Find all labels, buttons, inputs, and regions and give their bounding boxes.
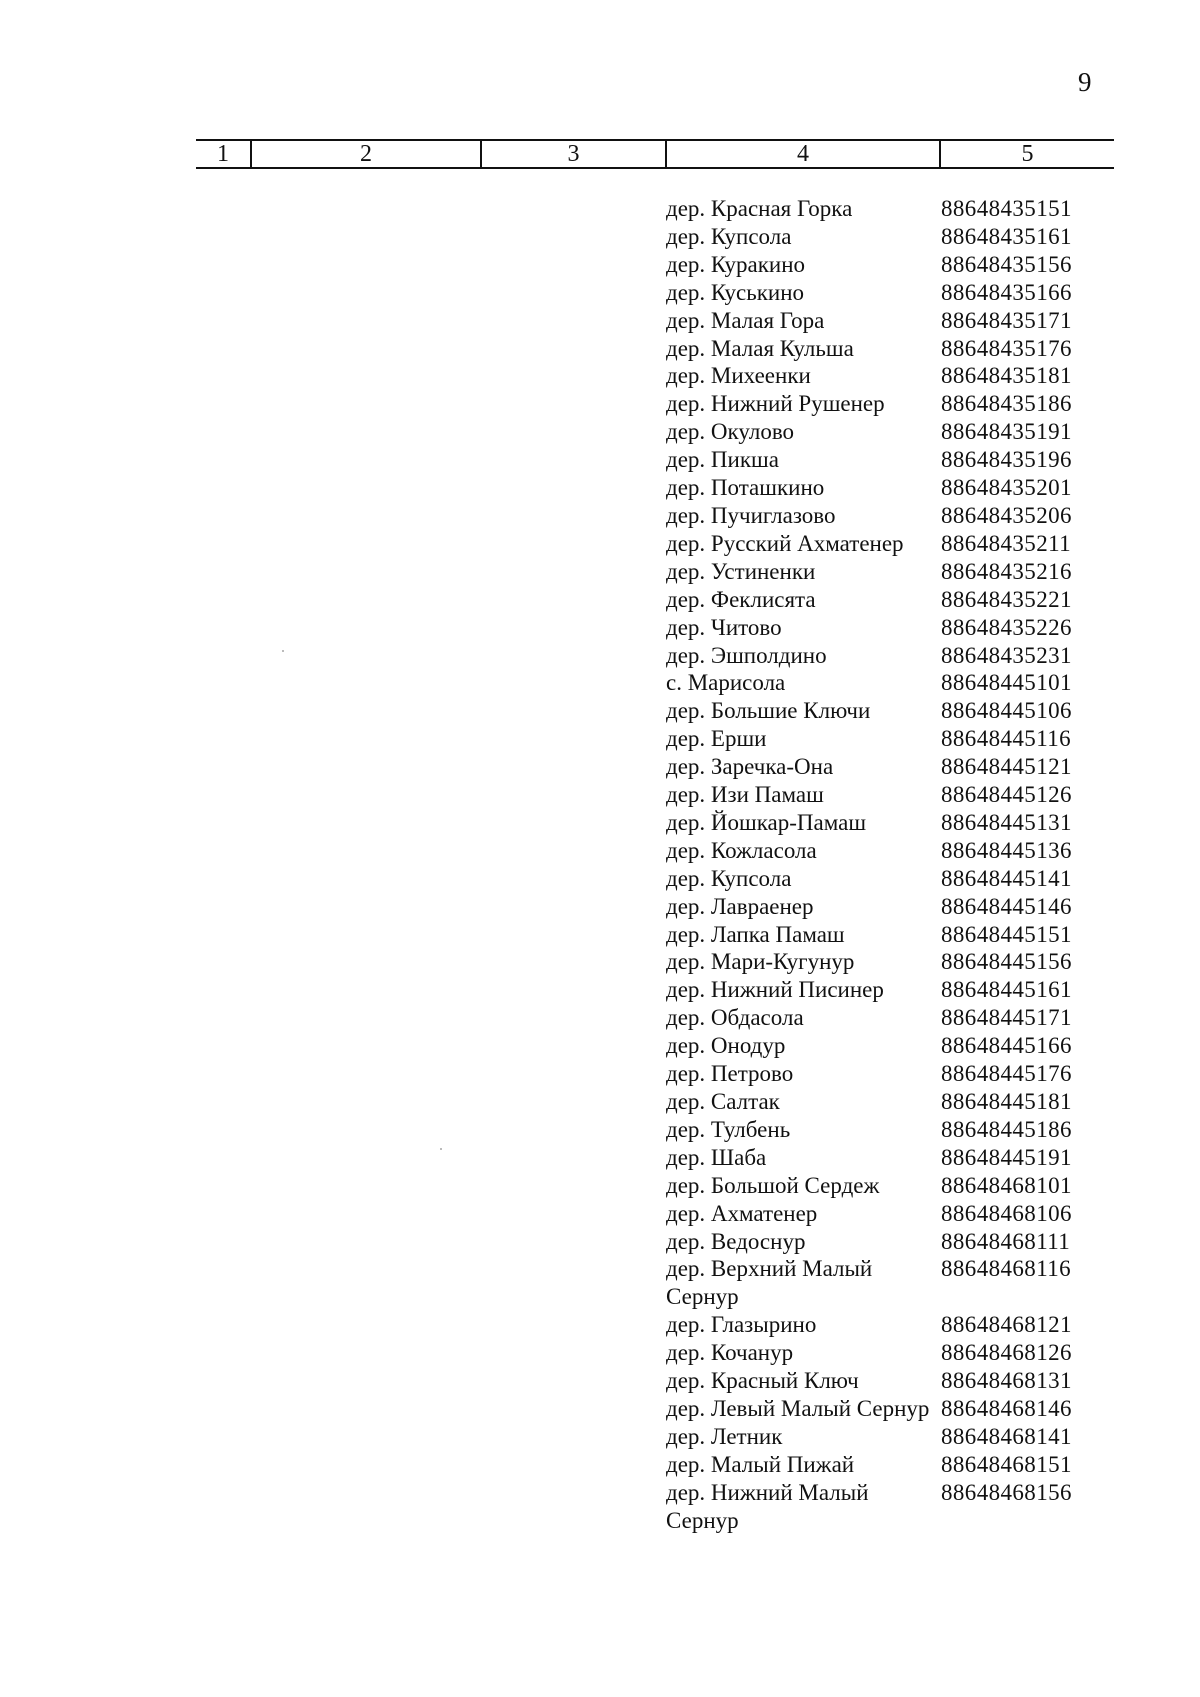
settlement-name: дер. Феклисята	[666, 586, 816, 612]
settlement-code: 88648445156	[941, 949, 1072, 975]
settlement-code: 88648468121	[941, 1312, 1072, 1338]
settlement-code: 88648445136	[941, 837, 1072, 863]
column-header-3: 3	[567, 141, 580, 167]
table-row	[666, 697, 1126, 725]
settlement-code: 88648468156	[941, 1479, 1072, 1505]
table-row	[666, 390, 1126, 418]
settlement-code: 88648435216	[941, 558, 1072, 584]
settlement-code: 88648445116	[941, 726, 1072, 752]
settlement-name: дер. Петрово	[666, 1061, 794, 1087]
table-row	[666, 669, 1126, 697]
settlement-name: дер. Летник	[666, 1423, 783, 1449]
settlement-name: дер. Ахматенер	[666, 1200, 818, 1226]
settlement-code: 88648445186	[941, 1116, 1072, 1142]
settlement-code: 88648468126	[941, 1340, 1072, 1366]
table-row	[666, 1116, 1126, 1144]
settlement-code: 88648445151	[941, 921, 1072, 947]
table-row	[666, 921, 1126, 949]
settlement-code: 88648445131	[941, 809, 1072, 835]
settlement-code: 88648445191	[941, 1144, 1072, 1170]
table-row	[666, 195, 1126, 223]
table-row	[666, 1479, 1126, 1535]
settlement-code: 88648468101	[941, 1172, 1072, 1198]
settlement-code: 88648445141	[941, 865, 1072, 891]
table-row	[666, 1088, 1126, 1116]
table-row	[666, 1060, 1126, 1088]
table-row	[666, 753, 1126, 781]
table-row	[666, 1423, 1126, 1451]
table-row	[666, 474, 1126, 502]
table-row	[666, 307, 1126, 335]
table-row	[666, 418, 1126, 446]
table-row	[666, 642, 1126, 670]
settlement-code: 88648435226	[941, 614, 1072, 640]
settlement-name: дер. Пучиглазово	[666, 502, 836, 528]
table-row	[666, 1144, 1126, 1172]
table-row	[666, 976, 1126, 1004]
settlement-code: 88648435151	[941, 196, 1072, 221]
settlement-name: дер. Нижний Рушенер	[666, 391, 885, 417]
table-row	[666, 1339, 1126, 1367]
settlement-name: дер. Купсола	[666, 223, 792, 249]
column-header-2: 2	[360, 141, 372, 167]
table-row	[666, 446, 1126, 474]
settlement-name: дер. Малая Кульша	[666, 335, 854, 361]
settlement-name: дер. Изи Памаш	[666, 782, 824, 808]
settlement-name: дер. Онодур	[666, 1033, 786, 1059]
settlement-name: дер. Читово	[666, 614, 782, 640]
table-row	[666, 1032, 1126, 1060]
settlement-name: дер. Большие Ключи	[666, 698, 871, 724]
table-row	[666, 530, 1126, 558]
table-row	[666, 948, 1126, 976]
settlement-name: дер. Устиненки	[666, 558, 816, 584]
settlement-name: дер. Салтак	[666, 1089, 780, 1114]
column-header-5: 5	[1021, 141, 1034, 167]
settlement-code: 88648445176	[941, 1061, 1072, 1087]
table-row	[666, 614, 1126, 642]
settlement-name: дер. Большой Сердеж	[666, 1172, 880, 1198]
settlement-code: 88648435211	[941, 530, 1072, 556]
table-row	[666, 223, 1126, 251]
table-row	[666, 725, 1126, 753]
settlement-list	[666, 195, 1126, 1535]
settlement-code: 88648435156	[941, 251, 1072, 277]
settlement-name: дер. Красный Ключ	[666, 1368, 859, 1394]
table-row	[666, 1228, 1126, 1256]
settlement-name: дер. Русский Ахматенер	[666, 530, 904, 556]
settlement-code: 88648435176	[941, 335, 1072, 361]
settlement-name: дер. Ерши	[666, 726, 767, 752]
settlement-code: 88648468106	[941, 1200, 1072, 1226]
settlement-code: 88648468151	[941, 1451, 1072, 1477]
settlement-name: дер. Шаба	[666, 1144, 767, 1170]
settlement-code: 88648445106	[941, 698, 1072, 724]
settlement-name: дер. Тулбень	[666, 1116, 791, 1142]
settlement-name: дер. Обдасола	[666, 1005, 804, 1031]
table-row	[666, 362, 1126, 390]
settlement-code: 88648435206	[941, 502, 1072, 528]
table-header	[196, 139, 1114, 169]
settlement-name: дер. Нижний Писинер	[666, 977, 884, 1003]
settlement-code: 88648435221	[941, 586, 1072, 612]
settlement-name: дер. Красная Горка	[666, 196, 853, 221]
settlement-name: дер. Заречка-Она	[666, 754, 834, 780]
settlement-code: 88648445166	[941, 1033, 1072, 1059]
settlement-name: дер. Верхний Малый Сернур	[666, 1256, 873, 1310]
settlement-name: дер. Куськино	[666, 279, 805, 305]
settlement-code: 88648435196	[941, 447, 1072, 473]
settlement-name: с. Марисола	[666, 670, 786, 696]
table-row	[666, 558, 1126, 586]
settlement-code: 88648445181	[941, 1089, 1072, 1114]
settlement-code: 88648468141	[941, 1423, 1072, 1449]
table-row	[666, 1172, 1126, 1200]
settlement-name: дер. Йошкар-Памаш	[666, 809, 867, 835]
settlement-name: дер. Левый Малый Сернур	[666, 1395, 930, 1421]
settlement-name: дер. Кожласола	[666, 837, 817, 863]
table-row	[666, 781, 1126, 809]
table-row	[666, 1367, 1126, 1395]
settlement-code: 88648468116	[941, 1256, 1072, 1282]
settlement-code: 88648445101	[941, 670, 1072, 696]
table-row	[666, 1451, 1126, 1479]
settlement-code: 88648435186	[941, 391, 1072, 417]
settlement-name: дер. Малый Пижай	[666, 1451, 855, 1477]
settlement-code: 88648445126	[941, 782, 1072, 808]
settlement-name: дер. Лапка Памаш	[666, 921, 845, 947]
settlement-code: 88648445121	[941, 754, 1072, 780]
scan-speck	[282, 650, 284, 652]
settlement-name: дер. Поташкино	[666, 475, 825, 501]
settlement-name: дер. Михеенки	[666, 363, 811, 389]
settlement-code: 88648435181	[941, 363, 1072, 389]
table-row	[666, 502, 1126, 530]
settlement-code: 88648445161	[941, 977, 1072, 1003]
settlement-name: дер. Нижний Малый Сернур	[666, 1479, 869, 1533]
settlement-code: 88648468146	[941, 1395, 1072, 1421]
table-row	[666, 1395, 1126, 1423]
settlement-name: дер. Эшполдино	[666, 642, 827, 668]
settlement-name: дер. Лавраенер	[666, 893, 814, 919]
settlement-name: дер. Ведоснур	[666, 1228, 806, 1254]
table-row	[666, 809, 1126, 837]
settlement-name: дер. Пикша	[666, 447, 779, 473]
column-header-1: 1	[217, 141, 229, 167]
table-row	[666, 893, 1126, 921]
settlement-name: дер. Малая Гора	[666, 307, 825, 333]
table-row	[666, 251, 1126, 279]
settlement-name: дер. Купсола	[666, 865, 792, 891]
settlement-code: 88648435161	[941, 223, 1072, 249]
table-row	[666, 335, 1126, 363]
settlement-code: 88648435171	[941, 307, 1072, 333]
settlement-code: 88648445146	[941, 893, 1072, 919]
settlement-name: дер. Глазырино	[666, 1312, 817, 1338]
table-row	[666, 586, 1126, 614]
settlement-name: дер. Окулово	[666, 419, 795, 445]
scan-speck	[440, 1148, 442, 1150]
table-row	[666, 865, 1126, 893]
settlement-name: дер. Мари-Кугунур	[666, 949, 855, 975]
table-row	[666, 837, 1126, 865]
settlement-name: дер. Кочанур	[666, 1340, 794, 1366]
settlement-code: 88648435231	[941, 642, 1072, 668]
page-number: 9	[1078, 67, 1092, 97]
table-row	[666, 1200, 1126, 1228]
settlement-code: 88648435166	[941, 279, 1072, 305]
table-row	[666, 279, 1126, 307]
table-row	[666, 1004, 1126, 1032]
column-header-4: 4	[797, 141, 809, 167]
settlement-name: дер. Куракино	[666, 251, 806, 277]
settlement-code: 88648468131	[941, 1368, 1072, 1394]
table-row	[666, 1255, 1126, 1311]
table-row	[666, 1311, 1126, 1339]
settlement-code: 88648435201	[941, 475, 1072, 501]
settlement-code: 88648435191	[941, 419, 1072, 445]
settlement-code: 88648445171	[941, 1005, 1072, 1031]
settlement-code: 88648468111	[941, 1228, 1071, 1254]
